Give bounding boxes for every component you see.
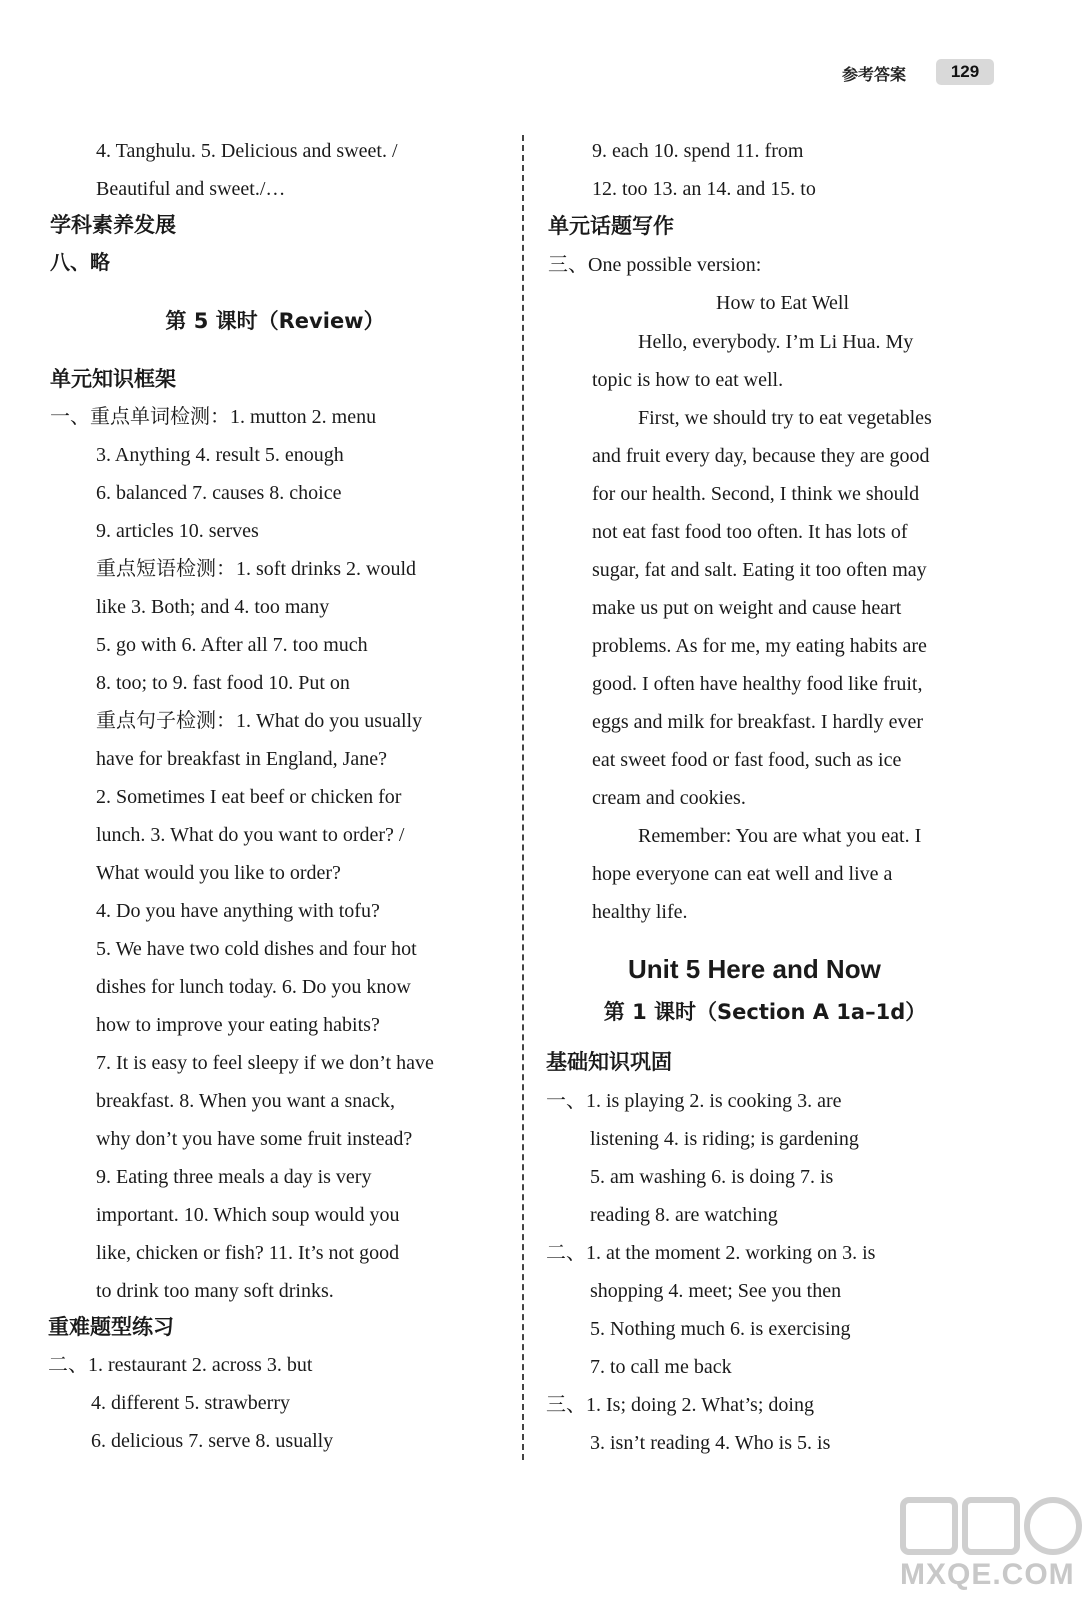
watermark-text: MXQE.COM bbox=[900, 1558, 1075, 1591]
text-line: Remember: You are what you eat. I bbox=[638, 825, 922, 847]
text-line: 3. isn’t reading 4. Who is 5. is bbox=[590, 1432, 831, 1454]
text-line: 6. delicious 7. serve 8. usually bbox=[91, 1430, 334, 1452]
text-line: important. 10. Which soup would you bbox=[96, 1204, 400, 1226]
text-line: healthy life. bbox=[592, 901, 688, 923]
text-line: lunch. 3. What do you want to order? / bbox=[96, 824, 405, 846]
section-heading: 学科素养发展 bbox=[50, 213, 176, 237]
text-line: 4. different 5. strawberry bbox=[91, 1392, 291, 1414]
answer-key-label: 参考答案 bbox=[842, 65, 907, 84]
text-line: 9. each 10. spend 11. from bbox=[592, 140, 804, 162]
text-line: make us put on weight and cause heart bbox=[592, 597, 902, 619]
text-line: why don’t you have some fruit instead? bbox=[96, 1128, 413, 1150]
text-line: 3. Anything 4. result 5. enough bbox=[96, 444, 344, 466]
text-line: 八、略 bbox=[50, 252, 110, 274]
text-line: Beautiful and sweet./… bbox=[96, 178, 286, 200]
text-line: What would you like to order? bbox=[96, 862, 341, 884]
text-line: like 3. Both; and 4. too many bbox=[96, 596, 330, 618]
text-line: 9. articles 10. serves bbox=[96, 520, 259, 542]
lesson-title: 第 5 课时（Review） bbox=[165, 309, 385, 333]
text-line: reading 8. are watching bbox=[590, 1204, 778, 1226]
text-line: not eat fast food too often. It has lots of bbox=[592, 521, 908, 543]
text-line: have for breakfast in England, Jane? bbox=[96, 748, 387, 770]
lesson-title: 第 1 课时（Section A 1a–1d） bbox=[603, 1000, 927, 1024]
text-line: 二、1. at the moment 2. working on 3. is bbox=[546, 1242, 876, 1264]
text-line: 二、1. restaurant 2. across 3. but bbox=[48, 1354, 313, 1376]
text-line: Hello, everybody. I’m Li Hua. My bbox=[638, 331, 914, 353]
text-line: topic is how to eat well. bbox=[592, 369, 784, 391]
text-line: eggs and milk for breakfast. I hardly ever bbox=[592, 711, 923, 733]
text-line: cream and cookies. bbox=[592, 787, 746, 809]
text-line: eat sweet food or fast food, such as ice bbox=[592, 749, 902, 771]
section-heading: 基础知识巩固 bbox=[546, 1050, 672, 1074]
text-line: 三、One possible version: bbox=[548, 254, 762, 276]
text-line: 5. am washing 6. is doing 7. is bbox=[590, 1166, 834, 1188]
text-line: First, we should try to eat vegetables bbox=[638, 407, 932, 429]
text-line: 5. We have two cold dishes and four hot bbox=[96, 938, 417, 960]
text-line: shopping 4. meet; See you then bbox=[590, 1280, 842, 1302]
text-line: sugar, fat and salt. Eating it too often may bbox=[592, 559, 927, 581]
text-line: 7. to call me back bbox=[590, 1356, 732, 1378]
text-line: good. I often have healthy food like fruit, bbox=[592, 673, 923, 695]
text-line: 重点短语检测：1. soft drinks 2. would bbox=[96, 558, 416, 580]
unit-title: Unit 5 Here and Now bbox=[628, 954, 881, 984]
section-heading: 单元知识框架 bbox=[50, 367, 176, 391]
text-line: 7. It is easy to feel sleepy if we don’t have bbox=[96, 1052, 434, 1074]
page-number: 129 bbox=[936, 59, 994, 85]
text-line: for our health. Second, I think we should bbox=[592, 483, 920, 505]
section-heading: 单元话题写作 bbox=[548, 214, 674, 238]
text-line: breakfast. 8. When you want a snack, bbox=[96, 1090, 395, 1112]
text-line: 12. too 13. an 14. and 15. to bbox=[592, 178, 816, 200]
text-line: 5. go with 6. After all 7. too much bbox=[96, 634, 368, 656]
text-line: 8. too; to 9. fast food 10. Put on bbox=[96, 672, 350, 694]
text-line: 三、1. Is; doing 2. What’s; doing bbox=[546, 1394, 814, 1416]
text-line: listening 4. is riding; is gardening bbox=[590, 1128, 859, 1150]
text-line: how to improve your eating habits? bbox=[96, 1014, 380, 1036]
column-divider bbox=[522, 135, 524, 1460]
text-line: hope everyone can eat well and live a bbox=[592, 863, 893, 885]
text-line: to drink too many soft drinks. bbox=[96, 1280, 334, 1302]
text-line: and fruit every day, because they are good bbox=[592, 445, 930, 467]
text-line: 6. balanced 7. causes 8. choice bbox=[96, 482, 342, 504]
text-line: 4. Tanghulu. 5. Delicious and sweet. / bbox=[96, 140, 398, 162]
text-line: 5. Nothing much 6. is exercising bbox=[590, 1318, 851, 1340]
text-line: 2. Sometimes I eat beef or chicken for bbox=[96, 786, 402, 808]
text-line: like, chicken or fish? 11. It’s not good bbox=[96, 1242, 400, 1264]
essay-title: How to Eat Well bbox=[716, 292, 849, 314]
text-line: 4. Do you have anything with tofu? bbox=[96, 900, 380, 922]
text-line: 一、重点单词检测：1. mutton 2. menu bbox=[50, 406, 377, 428]
text-line: problems. As for me, my eating habits are bbox=[592, 635, 927, 657]
text-line: 一、1. is playing 2. is cooking 3. are bbox=[546, 1090, 842, 1112]
text-line: 9. Eating three meals a day is very bbox=[96, 1166, 372, 1188]
text-line: 重点句子检测：1. What do you usually bbox=[96, 710, 423, 732]
section-heading: 重难题型练习 bbox=[48, 1315, 174, 1339]
text-line: dishes for lunch today. 6. Do you know bbox=[96, 976, 411, 998]
